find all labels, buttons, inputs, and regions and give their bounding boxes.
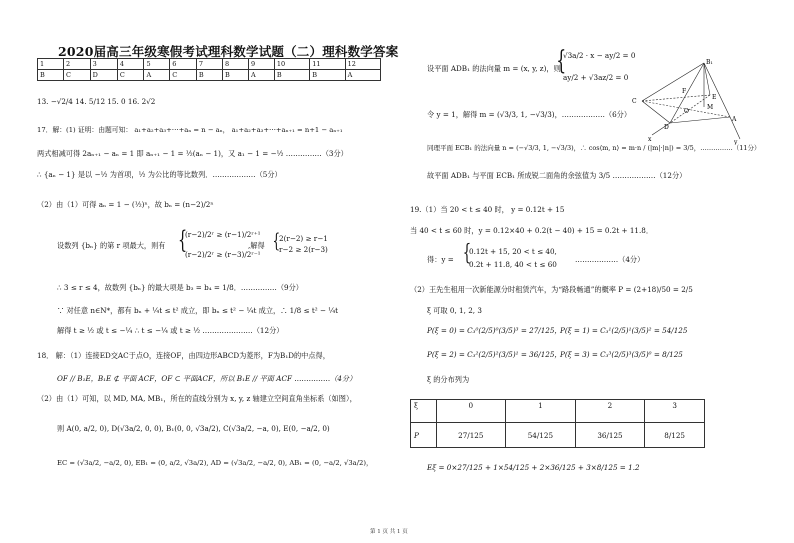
label-e: E (712, 94, 717, 101)
label-a: A (732, 116, 737, 123)
label-f: F (682, 88, 687, 95)
q19-line: ξ 可取 0, 1, 2, 3 (427, 306, 482, 315)
table-cell: A (248, 70, 274, 81)
table-cell: B (38, 70, 64, 81)
table-cell: 8/125 (645, 423, 705, 448)
table-cell: 7 (196, 59, 222, 70)
table-cell: C (117, 70, 144, 81)
q17-system-line: 2(r−2) ≥ r−1 (279, 234, 328, 243)
edge-b1-c (642, 63, 704, 101)
table-cell: 3 (90, 59, 117, 70)
table-cell: 5 (144, 59, 170, 70)
q17-line: ∵ 对任意 n∈N*，都有 bₙ + ¼t ≤ t² 成立，即 bₙ ≤ t² − ¼t 成立，∴ 1/8 ≤ t² − ¼t (57, 306, 339, 315)
edge-d-a (670, 117, 730, 123)
q18-line: 则 A(0, a/2, 0), D(√3a/2, 0, 0), B₁(0, 0, √3a/2), C(√3a/2, −a, 0), E(0, −a/2, 0) (57, 424, 330, 433)
edge-c-d (642, 101, 670, 123)
q18-line: （2）由（1）可知，以 MD, MA, MB₁，所在的直线分别为 x, y, z 轴建立空间直角坐标系（如图）， (37, 394, 357, 403)
distribution-table (410, 399, 705, 448)
table-cell: 4 (117, 59, 144, 70)
table-cell: A (144, 70, 170, 81)
table-cell: 36/125 (575, 423, 645, 448)
table-cell: B (222, 70, 248, 81)
q19-line: 19.（1）当 20 < t ≤ 40 时， y = 0.12t + 15 (410, 205, 565, 214)
table-row (411, 423, 705, 448)
table-cell: B (310, 70, 345, 81)
expectation-line: Eξ = 0×27/125 + 1×54/125 + 2×36/125 + 3×8/125 = 1.2 (427, 463, 640, 472)
table-cell: C (64, 70, 91, 81)
answer-line-13-16: 13. −√2/4 14. 5/12 15. 0 16. 2√2 (37, 97, 156, 106)
label-b1: B₁ (706, 59, 713, 66)
page-footer: 第 1 页 共 1 页 (370, 529, 408, 535)
q19-line: P(ξ = 0) = C₃⁰(2/5)⁰(3/5)³ = 27/125， (427, 326, 562, 335)
r-line: 设平面 ADB₁ 的法向量 m = (x, y, z)，则 (427, 64, 561, 73)
q19-line: 当 40 < t ≤ 60 时，y = 0.12×40 + 0.2(t − 40) + 15 = 0.2t + 11.8． (410, 226, 654, 235)
table-cell: 6 (170, 59, 197, 70)
q19-line: 得：y = (427, 255, 454, 264)
q17-line: ∴ 3 ≤ r ≤ 4，故数列 {bₙ} 的最大项是 b₃ = b₄ = 1/8．……………（9分） (57, 283, 303, 292)
label-c: C (632, 98, 637, 105)
table-cell: 10 (274, 59, 309, 70)
answer-table-number-row (38, 59, 381, 70)
q17-line: （2）由（1）可得 aₙ = 1 − (½)ⁿ，故 bₙ = (n−2)/2ⁿ (37, 200, 214, 209)
brace-icon: { (272, 228, 281, 252)
brace-icon: { (462, 241, 472, 266)
q17-system-line: (r−2)/2ʳ ≥ (r−3)/2ʳ⁻¹ (185, 250, 261, 259)
table-cell: D (90, 70, 117, 81)
table-cell: C (170, 70, 197, 81)
table-cell: A (345, 70, 380, 81)
q19-line: P(ξ = 3) = C₃³(2/5)³(3/5)⁰ = 8/125 (560, 350, 683, 359)
r-line: 故平面 ADB₁ 与平面 ECB₁ 所成锐二面角的余弦值为 3/5 ………………（12分） (427, 171, 687, 180)
table-cell: 12 (345, 59, 380, 70)
table-cell: 3 (645, 400, 705, 423)
table-cell: B (274, 70, 309, 81)
table-cell: 11 (310, 59, 345, 70)
table-cell: 0 (436, 400, 506, 423)
label-m: M (707, 104, 714, 111)
r-line: 同理平面 ECB₁ 的法向量 n = (−√3/3, 1, −√3/3)，∴ cos⟨m, n⟩ = m·n / (|m|·|n|) = 3/5，……………（11分） (427, 144, 761, 152)
label-d: D (664, 124, 669, 131)
answer-table-answer-row (38, 70, 381, 81)
edge-b1-e (704, 63, 710, 95)
q18-line: EC = (√3a/2, −a/2, 0), EB₁ = (0, a/2, √3a/2), AD = (√3a/2, −a/2, 0), AB₁ = (0, −a/2, √3a/2)， (57, 459, 373, 467)
q17-line: 解得 t ≥ ½ 或 t ≤ −¼ ∴ t ≤ −¼ 或 t ≥ ½ …………………（12分） (57, 326, 284, 335)
label-y: y (734, 139, 738, 145)
label-x: x (648, 136, 652, 143)
q17-system-line: r−2 ≥ 2(r−3) (279, 245, 328, 254)
edge-e-d (670, 95, 710, 123)
table-cell: 9 (248, 59, 274, 70)
table-cell: 54/125 (506, 423, 576, 448)
q19-line: ξ 的分布列为 (427, 375, 470, 384)
table-cell: P (411, 423, 437, 448)
q18-line: 18． 解：（1）连接ED交AC于点O，连接OF，由四边形ABCD为菱形，F为B₁D的中点得， (37, 351, 330, 360)
table-row (411, 400, 705, 423)
q17-line: ∴ {aₙ − 1} 是以 −½ 为首项，½ 为公比的等比数列．………………（5分） (37, 170, 282, 179)
q19-system-line: 0.2t + 11.8, 40 < t ≤ 60 (469, 260, 557, 269)
q19-line: ………………（4分） (575, 255, 645, 264)
brace-icon: { (556, 46, 567, 76)
label-o: O (684, 108, 689, 115)
table-cell: 27/125 (436, 423, 506, 448)
q19-system-line: 0.12t + 15, 20 < t ≤ 40, (469, 247, 557, 256)
brace-icon: { (178, 226, 188, 254)
q17-system-line: (r−2)/2ʳ ≥ (r−1)/2ʳ⁺¹ (185, 230, 261, 239)
table-cell: B (196, 70, 222, 81)
table-cell: 1 (506, 400, 576, 423)
table-cell: ξ (411, 400, 437, 423)
table-cell: 8 (222, 59, 248, 70)
q19-line: P(ξ = 2) = C₃²(2/5)²(3/5)¹ = 36/125， (427, 350, 562, 359)
q17-line: 设数列 {bₙ} 的第 r 项最大，则有 (57, 241, 166, 250)
r-system-line: ay/2 + √3az/2 = 0 (563, 73, 629, 82)
table-cell: 2 (64, 59, 91, 70)
q17-line: 两式相减可得 2aₙ₊₁ − aₙ = 1 即 aₙ₊₁ − 1 = ½(aₙ − 1)，又 a₁ − 1 = −½ ……………（3分） (37, 149, 348, 158)
q19-line: （2）王先生租用一次新能源分时租赁汽车，为“路段畅通”的概率 P = (2+18)/50 = 2/5 (410, 285, 693, 294)
page-title: 2020届高三年级寒假考试理科数学试题（二）理科数学答案 (58, 44, 399, 59)
edge-c-e (642, 95, 710, 101)
geometry-figure (622, 55, 742, 145)
table-cell: 2 (575, 400, 645, 423)
q19-line: P(ξ = 1) = C₃¹(2/5)¹(3/5)² = 54/125 (560, 326, 688, 335)
q17-solve-word: ,解得 (248, 241, 265, 250)
q18-line: OF // B₁E，B₁E ⊄ 平面 ACF，OF ⊂ 平面ACF，所以 B₁E // 平面 ACF ……………（4分） (57, 374, 357, 383)
table-cell: 1 (38, 59, 64, 70)
r-line: 令 y = 1，解得 m = (√3/3, 1, −√3/3)，………………（6分） (427, 110, 632, 119)
answer-table (37, 58, 381, 81)
r-system-line: √3a/2 · x − ay/2 = 0 (563, 51, 636, 60)
q17-heading: 17．解：(1) 证明：由题可知： a₁+a₂+a₃+⋯+aₙ = n − aₙ， a₁+a₂+a₃+⋯+aₙ₊₁ = n+1 − aₙ₊₁ (37, 126, 343, 134)
